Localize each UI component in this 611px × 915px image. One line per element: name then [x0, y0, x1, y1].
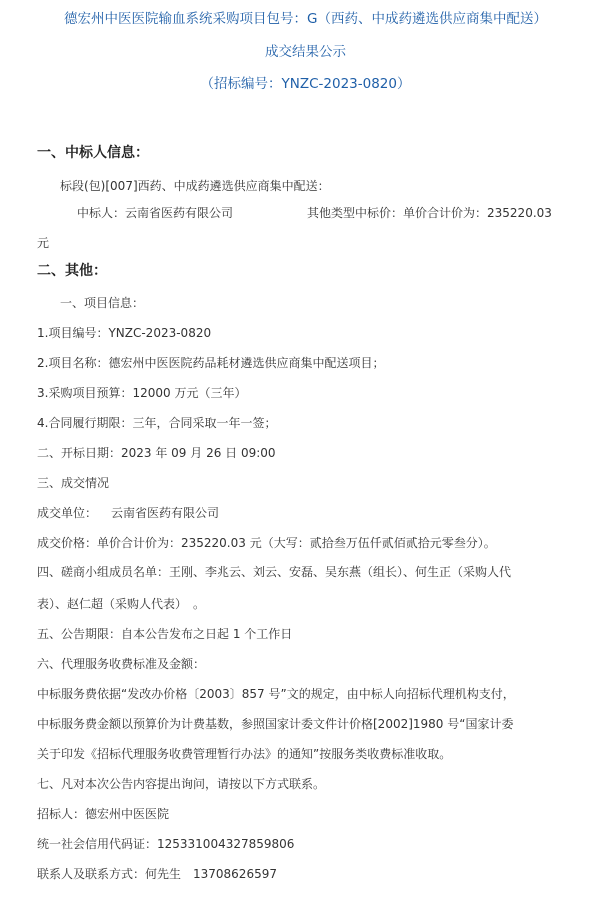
credit-code: 统一社会信用代码证：125331004327859806 — [37, 837, 295, 851]
committee-members-line2: 表）、赵仁超（采购人代表） 。 — [37, 597, 206, 611]
project-budget: 3.采购项目预算：12000 万元（三年） — [37, 386, 247, 400]
contract-period: 4.合同履行期限：三年，合同采取一年一签； — [37, 416, 277, 430]
lot-description: 标段(包)[007]西药、中成药遴选供应商集中配送： — [60, 179, 330, 193]
contact-heading: 七、凡对本次公告内容提出询问，请按以下方式联系。 — [37, 777, 326, 791]
deal-heading: 三、成交情况 — [37, 476, 110, 490]
section-heading-other: 二、其他： — [37, 263, 107, 279]
deal-price: 成交价格：单价合计价为：235220.03 元（大写：贰拾叁万伍仟贰佰贰拾元零叁分）。 — [37, 536, 496, 550]
price-unit: 元 — [37, 236, 50, 250]
section-heading-winner-info: 一、中标人信息： — [37, 145, 149, 161]
price-value: 单价合计价为：235220.03 — [403, 206, 552, 220]
fee-text-line3: 关于印发《招标代理服务收费管理暂行办法》的通知”按服务类收费标准收取。 — [37, 747, 452, 761]
page-subtitle: 成交结果公示 — [265, 44, 346, 60]
opening-date: 二、开标日期：2023 年 09 月 26 日 09:00 — [37, 446, 276, 460]
winner-row — [77, 205, 233, 221]
page-title: 德宏州中医医院输血系统采购项目包号：G（西药、中成药遴选供应商集中配送） — [64, 11, 547, 27]
winner-value: 云南省医药有限公司 — [125, 206, 234, 220]
winner-price-row — [307, 205, 552, 221]
project-info-heading: 一、项目信息： — [60, 296, 145, 310]
fee-text-line1: 中标服务费依据“发改办价格〔2003〕857 号”文的规定，由中标人向招标代理机构支付， — [37, 687, 515, 701]
purchaser-name: 招标人：德宏州中医医院 — [37, 807, 170, 821]
committee-members-line1: 四、磋商小组成员名单：王刚、李兆云、刘云、安磊、吴东燕（组长）、何生正（采购人代 — [37, 565, 512, 579]
project-name: 2.项目名称：德宏州中医医院药品耗材遴选供应商集中配送项目； — [37, 356, 385, 370]
deal-unit-label: 成交单位： — [37, 506, 98, 520]
deal-unit-row — [37, 505, 219, 521]
fee-heading: 六、代理服务收费标准及金额： — [37, 657, 206, 671]
price-label: 其他类型中标价： — [307, 206, 404, 220]
deal-unit-value: 云南省医药有限公司 — [111, 506, 220, 520]
notice-period: 五、公告期限：自本公告发布之日起 1 个工作日 — [37, 627, 293, 641]
fee-text-line2: 中标服务费金额以预算价为计费基数，参照国家计委文件计价格[2002]1980 号“国家计委 — [37, 717, 514, 731]
project-number: 1.项目编号：YNZC-2023-0820 — [37, 326, 212, 340]
contact-info: 联系人及联系方式：何先生 13708626597 — [37, 867, 277, 881]
winner-label: 中标人： — [77, 206, 126, 220]
bid-number: （招标编号：YNZC-2023-0820） — [200, 76, 411, 92]
